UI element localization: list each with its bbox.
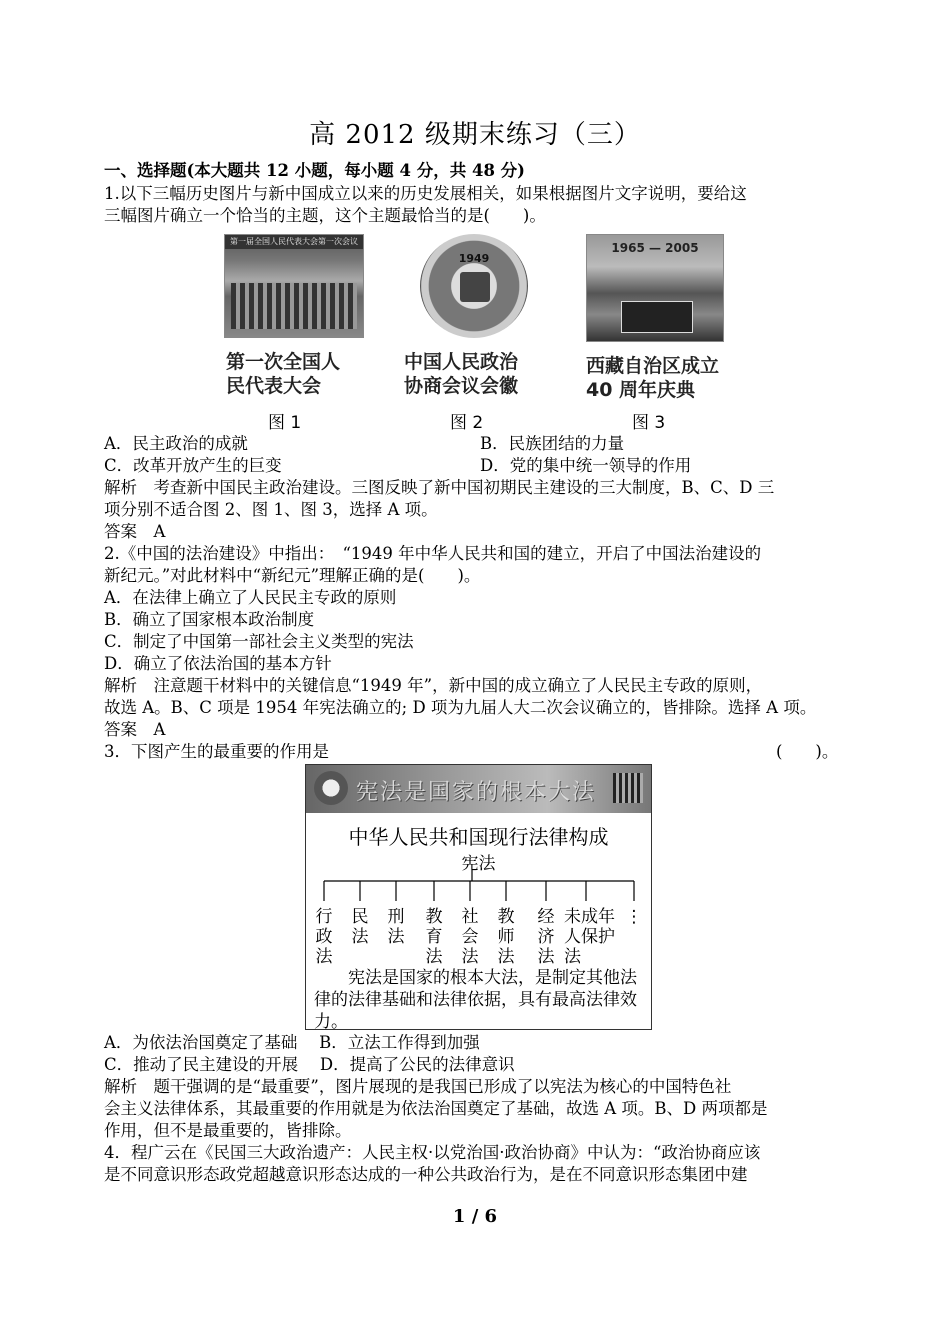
leaf-ellipsis: ⋮	[625, 907, 643, 927]
diagram-title: 中华人民共和国现行法律构成	[348, 825, 609, 849]
q3-options-ab: A．为依法治国奠定了基础 B．立法工作得到加强	[104, 1033, 480, 1052]
q1-stem-line2: 三幅图片确立一个恰当的主题，这个主题最恰当的是( )。	[104, 206, 546, 225]
leaf-social-law: 社会法	[461, 907, 479, 967]
q3-analysis-line1: 解析 题干强调的是“最重要”，图片展现的是我国已形成了以宪法为核心的中国特色社	[104, 1077, 732, 1096]
q4-stem-line1: 4．程广云在《民国三大政治遗产：人民主权·以党治国·政治协商》中认为：“政治协商应该	[104, 1143, 761, 1162]
q2-option-d: D．确立了依法治国的基本方针	[104, 654, 332, 673]
leaf-minor-protection-law: 未成年人保护法	[564, 907, 615, 967]
q2-option-b: B．确立了国家根本政治制度	[104, 610, 315, 629]
leaf-education-law: 教育法	[425, 907, 443, 967]
fig1-photo	[224, 234, 364, 338]
q2-answer: 答案 A	[104, 720, 166, 739]
fig2-emblem	[420, 234, 528, 338]
book-icon	[613, 773, 643, 803]
fig3-photo	[586, 234, 724, 342]
leaf-civil-law: 民法	[351, 907, 369, 947]
fig1-label: 图 1	[268, 413, 302, 433]
diagram-tree-lines	[306, 869, 651, 909]
law-structure-diagram	[305, 764, 652, 1030]
fig2-caption: 中国人民政治 协商会议会徽	[404, 351, 519, 397]
diagram-banner	[306, 765, 651, 813]
fig3-label: 图 3	[632, 413, 666, 433]
section-heading: 一、选择题(本大题共 12 小题，每小题 4 分，共 48 分)	[104, 161, 525, 180]
q2-analysis-line1: 解析 注意题干材料中的关键信息“1949 年”，新中国的成立确立了人民民主专政的原则，	[104, 676, 763, 695]
q1-analysis-line2: 项分别不适合图 2、图 1、图 3，选择 A 项。	[104, 500, 438, 519]
q1-analysis-line1: 解析 考查新中国民主政治建设。三图反映了新中国初期民主建设的三大制度，B、C、D 三	[104, 478, 775, 497]
leaf-criminal-law: 刑法	[387, 907, 405, 947]
q1-answer: 答案 A	[104, 522, 166, 541]
leaf-teacher-law: 教师法	[497, 907, 515, 967]
q3-stem: 3．下图产生的最重要的作用是	[104, 742, 329, 761]
q4-stem-line2: 是不同意识形态政党超越意识形态达成的一种公共政治行为，是在不同意识形态集团中建	[104, 1165, 748, 1184]
page-number: 1 / 6	[452, 1206, 498, 1227]
q3-analysis-line3: 作用，但不是最重要的，皆排除。	[104, 1121, 352, 1140]
fig2-label: 图 2	[450, 413, 484, 433]
fig1-banner-text: 第一届全国人民代表大会第一次会议	[230, 237, 358, 246]
q3-options-cd: C．推动了民主建设的开展 D．提高了公民的法律意识	[104, 1055, 515, 1074]
q1-option-c: C．改革开放产生的巨变	[104, 456, 282, 475]
q2-stem-line2: 新纪元。”对此材料中“新纪元”理解正确的是( )。	[104, 566, 481, 585]
leaf-administrative-law: 行政法	[315, 907, 333, 967]
leaf-economic-law: 经济法	[537, 907, 555, 967]
diagram-banner-text: 宪法是国家的根本大法	[356, 780, 597, 805]
q2-option-a: A．在法律上确立了人民民主专政的原则	[104, 588, 397, 607]
fig3-years: 1965 — 2005	[611, 241, 699, 255]
q2-analysis-line2: 故选 A。B、C 项是 1954 年宪法确立的; D 项为九届人大二次会议确立的，皆排除。选择 A 项。	[104, 698, 817, 717]
q1-option-d: D．党的集中统一领导的作用	[480, 456, 692, 475]
diagram-root: 宪法	[461, 854, 496, 874]
q2-option-c: C．制定了中国第一部社会主义类型的宪法	[104, 632, 414, 651]
q3-answer-paren: ( )。	[776, 742, 839, 761]
fig2-year: 1949	[458, 252, 490, 265]
q2-stem-line1: 2.《中国的法治建设》中指出： “1949 年中华人民共和国的建立，开启了中国法治建设的	[104, 544, 762, 563]
fig3-caption: 西藏自治区成立 40 周年庆典	[586, 355, 720, 401]
emblem-icon	[314, 771, 348, 805]
q1-stem-line1: 1.以下三幅历史图片与新中国成立以来的历史发展相关，如果根据图片文字说明，要给这	[104, 184, 747, 203]
q3-analysis-line2: 会主义法律体系，其最重要的作用就是为依法治国奠定了基础，故选 A 项。B、D 两项都是	[104, 1099, 768, 1118]
diagram-note: 宪法是国家的根本大法，是制定其他法律的法律基础和法律依据，具有最高法律效力。	[314, 968, 637, 1032]
fig1-caption: 第一次全国人 民代表大会	[226, 351, 341, 397]
q1-figures	[220, 232, 740, 432]
page-title: 高 2012 级期末练习（三）	[309, 120, 641, 150]
q1-option-b: B．民族团结的力量	[480, 434, 625, 453]
q1-option-a: A．民主政治的成就	[104, 434, 248, 453]
